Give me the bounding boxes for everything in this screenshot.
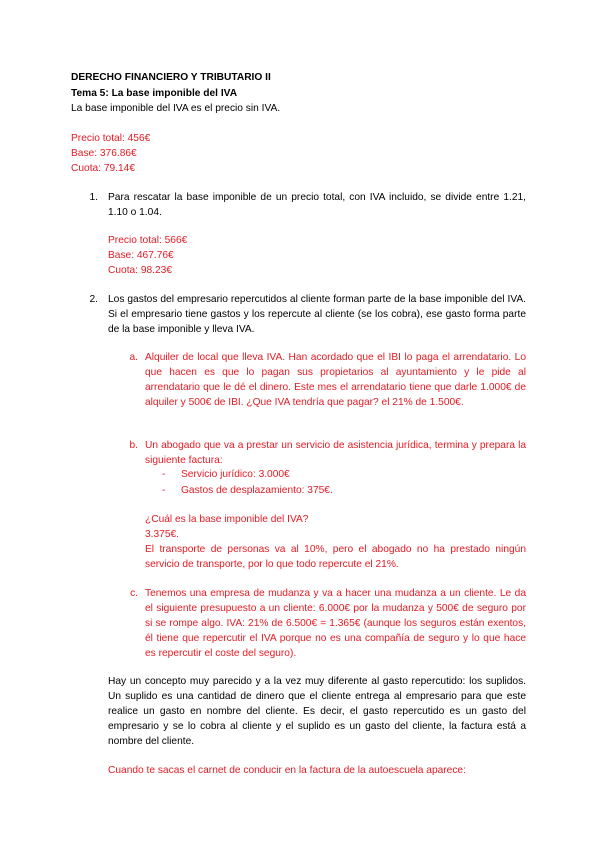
document-subtitle: Tema 5: La base imponible del IVA xyxy=(71,88,238,99)
answer-text: 3.375€. xyxy=(145,529,179,540)
item-text: Los gastos del empresario repercutidos al cliente forman parte de la base imponible del IVA. Si el empresario tiene gastos y los repercute al cliente (se los cobra), ese gasto forma parte de la base imponible y lleva IVA. xyxy=(108,294,526,335)
example-cuota: Cuota: 98.23€ xyxy=(108,265,173,276)
sub-letter: a. xyxy=(129,352,138,363)
invoice-line-text: Gastos de desplazamiento: 375€. xyxy=(181,485,333,496)
example-block xyxy=(71,131,371,176)
note-text: El transporte de personas va al 10%, pero el abogado no ha prestado ningún servicio de transporte, por lo que todo repercute el 21%. xyxy=(145,544,526,570)
invoice-line xyxy=(162,483,333,498)
item-text: Para rescatar la base imponible de un precio total, con IVA incluido, se divide entre 1.21, 1.10 o 1.04. xyxy=(108,192,526,218)
sub-letter: b. xyxy=(129,440,138,451)
sub-item-text: Tenemos una empresa de mudanza y va a hacer una mudanza a un cliente. Le da el siguiente presupuesto a un cliente: 6.000€ por la mudanza y 500€ de seguro por si se rompe algo. IVA: 21% de 6.500€ = 1.365€ (aunque los seguros están exentos, él tiene que repercutir el IVA porque no es una compañía de seguro y lo que hace es repercutir el coste del seguro). xyxy=(145,588,526,659)
example-total: Precio total: 566€ xyxy=(108,235,188,246)
list-number: 2. xyxy=(89,294,98,305)
sub-item-text: Un abogado que va a prestar un servicio de asistencia jurídica, termina y prepara la siguiente factura: xyxy=(145,440,526,466)
sub-item-text: Alquiler de local que lleva IVA. Han acordado que el IBI lo paga el arrendatario. Lo que hacen es que lo pagan sus propietarios al ayuntamiento y le pide al arrendatario que le dé el dinero. Este mes el arrendatario tiene que darle 1.000€ de alquiler y 500€ de IBI. ¿Que IVA tendría que pagar? el 21% de 1.500€. xyxy=(145,352,526,408)
sub-letter: c. xyxy=(130,588,138,599)
dash-bullet: - xyxy=(162,469,166,480)
dash-bullet: - xyxy=(162,485,166,496)
example-block xyxy=(108,233,408,278)
example-total: Precio total: 456€ xyxy=(71,133,151,144)
list-number: 1. xyxy=(89,192,98,203)
document-title: DERECHO FINANCIERO Y TRIBUTARIO II xyxy=(71,72,271,83)
question-text: ¿Cuál es la base imponible del IVA? xyxy=(145,514,309,525)
example-base: Base: 376.86€ xyxy=(71,148,137,159)
intro-text: La base imponible del IVA es el precio sin IVA. xyxy=(71,103,281,114)
carnet-paragraph: Cuando te sacas el carnet de conducir en la factura de la autoescuela aparece: xyxy=(108,765,466,776)
example-base: Base: 467.76€ xyxy=(108,250,174,261)
example-cuota: Cuota: 79.14€ xyxy=(71,163,136,174)
invoice-line xyxy=(162,467,290,482)
invoice-line-text: Servicio jurídico: 3.000€ xyxy=(181,469,290,480)
suplidos-paragraph: Hay un concepto muy parecido y a la vez muy diferente al gasto repercutido: los suplidos. Un suplido es una cantidad de dinero que el cliente entrega al empresario para que este realice un gasto en nombre del cliente. Es decir, el gasto repercutido es un gasto del empresario y se lo cobra al cliente y el suplido es un gasto del cliente, la factura está a nombre del cliente. xyxy=(108,676,526,747)
